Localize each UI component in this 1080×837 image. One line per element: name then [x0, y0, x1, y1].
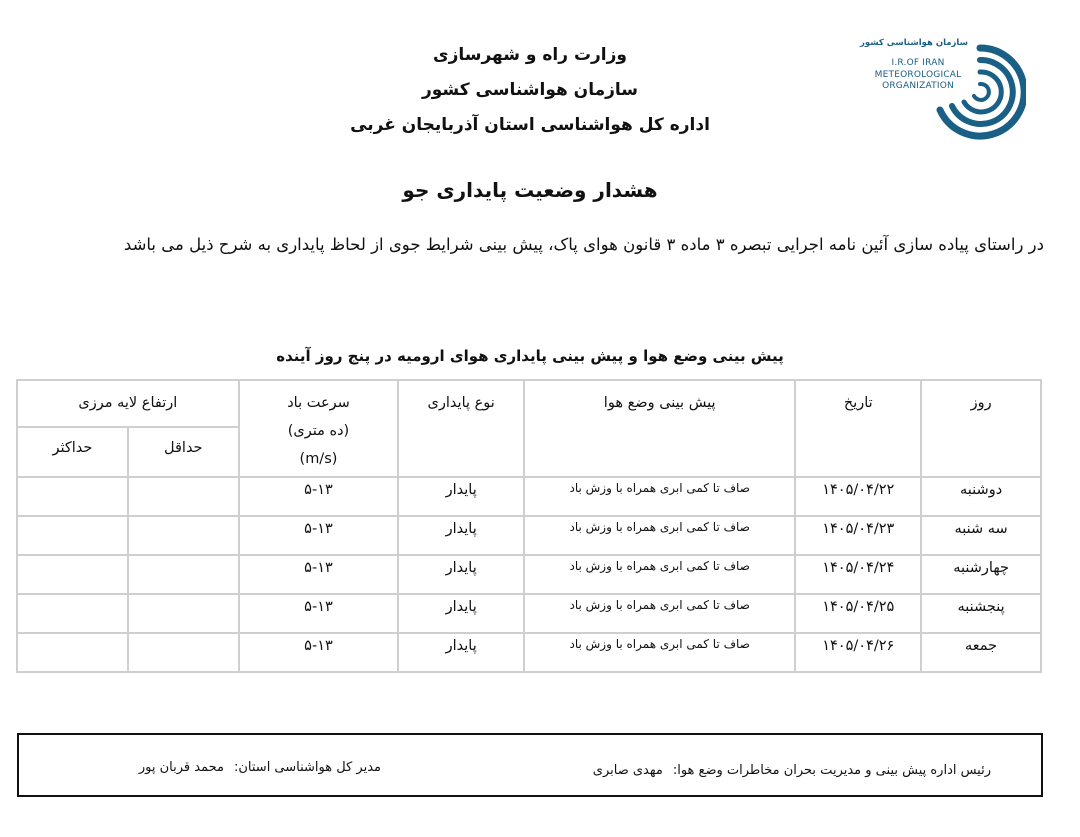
document-title: هشدار وضعیت پایداری جو: [402, 178, 658, 202]
header-date: تاریخ: [795, 380, 921, 477]
wind-line1: سرعت باد: [287, 395, 350, 411]
cell-min: [128, 633, 239, 672]
header: [300, 38, 760, 143]
cell-max: [17, 594, 128, 633]
forecast-head-name: مهدی صابری: [592, 763, 663, 778]
cell-day: جمعه: [921, 633, 1041, 672]
table-row: [17, 477, 1041, 516]
logo-fa-text: سازمان هواشناسی کشور: [859, 38, 968, 48]
cell-max: [17, 516, 128, 555]
cell-weather: صاف تا کمی ابری همراه با وزش باد: [524, 555, 795, 594]
logo-en-line3: ORGANIZATION: [882, 81, 954, 91]
cell-stability: پایدار: [398, 633, 524, 672]
signatory-general-director: [139, 760, 381, 775]
cell-date: ۱۴۰۵/۰۴/۲۵: [795, 594, 921, 633]
cell-wind: ۵-۱۳: [239, 477, 399, 516]
table-row: [17, 633, 1041, 672]
wind-line3: (m/s): [299, 451, 338, 467]
cell-stability: پایدار: [398, 477, 524, 516]
header-min: حداقل: [128, 427, 239, 477]
cell-stability: پایدار: [398, 516, 524, 555]
cell-day: چهارشنبه: [921, 555, 1041, 594]
ministry-name: وزارت راه و شهرسازی: [432, 45, 627, 65]
signatory-forecast-head: [593, 763, 991, 778]
cell-min: [128, 516, 239, 555]
header-max: حداکثر: [17, 427, 128, 477]
cell-weather: صاف تا کمی ابری همراه با وزش باد: [524, 477, 795, 516]
cell-weather: صاف تا کمی ابری همراه با وزش باد: [524, 516, 795, 555]
table-row: [17, 594, 1041, 633]
cell-wind: ۵-۱۳: [239, 516, 399, 555]
table-title: پیش بینی وضع هوا و پیش بینی پایداری هوای ارومیه در پنج روز آینده: [276, 347, 784, 365]
cell-day: دوشنبه: [921, 477, 1041, 516]
wind-line2: (ده متری): [287, 423, 350, 439]
table-row: [17, 555, 1041, 594]
cell-day: سه شنبه: [921, 516, 1041, 555]
header-weather: پیش بینی وضع هوا: [524, 380, 795, 477]
cell-min: [128, 594, 239, 633]
department-name: اداره کل هواشناسی استان آذربایجان غربی: [350, 115, 710, 135]
organization-name: سازمان هواشناسی کشور: [421, 80, 638, 100]
header-day: روز: [921, 380, 1041, 477]
cell-max: [17, 633, 128, 672]
cell-wind: ۵-۱۳: [239, 633, 399, 672]
header-boundary-layer: ارتفاع لایه مرزی: [17, 380, 239, 427]
cell-date: ۱۴۰۵/۰۴/۲۲: [795, 477, 921, 516]
logo-spiral-icon: [928, 40, 1026, 144]
director-name: محمد قربان پور: [138, 760, 224, 775]
logo-en-line1: I.R.OF IRAN: [891, 58, 945, 68]
cell-wind: ۵-۱۳: [239, 555, 399, 594]
cell-min: [128, 555, 239, 594]
signature-box: [17, 733, 1043, 797]
cell-max: [17, 477, 128, 516]
forecast-head-role: رئیس اداره پیش بینی و مدیریت بحران مخاطرات وضع هوا:: [672, 763, 991, 778]
table-row: [17, 516, 1041, 555]
cell-day: پنجشنبه: [921, 594, 1041, 633]
director-role: مدیر کل هواشناسی استان:: [233, 760, 381, 775]
header-stability: نوع پایداری: [398, 380, 524, 477]
cell-date: ۱۴۰۵/۰۴/۲۳: [795, 516, 921, 555]
cell-wind: ۵-۱۳: [239, 594, 399, 633]
cell-stability: پایدار: [398, 555, 524, 594]
forecast-table: [16, 379, 1042, 673]
cell-weather: صاف تا کمی ابری همراه با وزش باد: [524, 594, 795, 633]
cell-date: ۱۴۰۵/۰۴/۲۴: [795, 555, 921, 594]
header-wind-speed: [239, 380, 399, 477]
intro-paragraph: در راستای پیاده سازی آئین نامه اجرایی تبصره ۳ ماده ۳ قانون هوای پاک، پیش بینی شرایط جوی از لحاظ پایداری به شرح ذیل می باشد: [123, 235, 1044, 254]
cell-date: ۱۴۰۵/۰۴/۲۶: [795, 633, 921, 672]
cell-max: [17, 555, 128, 594]
logo-en-line2: METEOROLOGICAL: [874, 70, 962, 80]
cell-weather: صاف تا کمی ابری همراه با وزش باد: [524, 633, 795, 672]
organization-logo: [859, 38, 1028, 148]
cell-min: [128, 477, 239, 516]
cell-stability: پایدار: [398, 594, 524, 633]
